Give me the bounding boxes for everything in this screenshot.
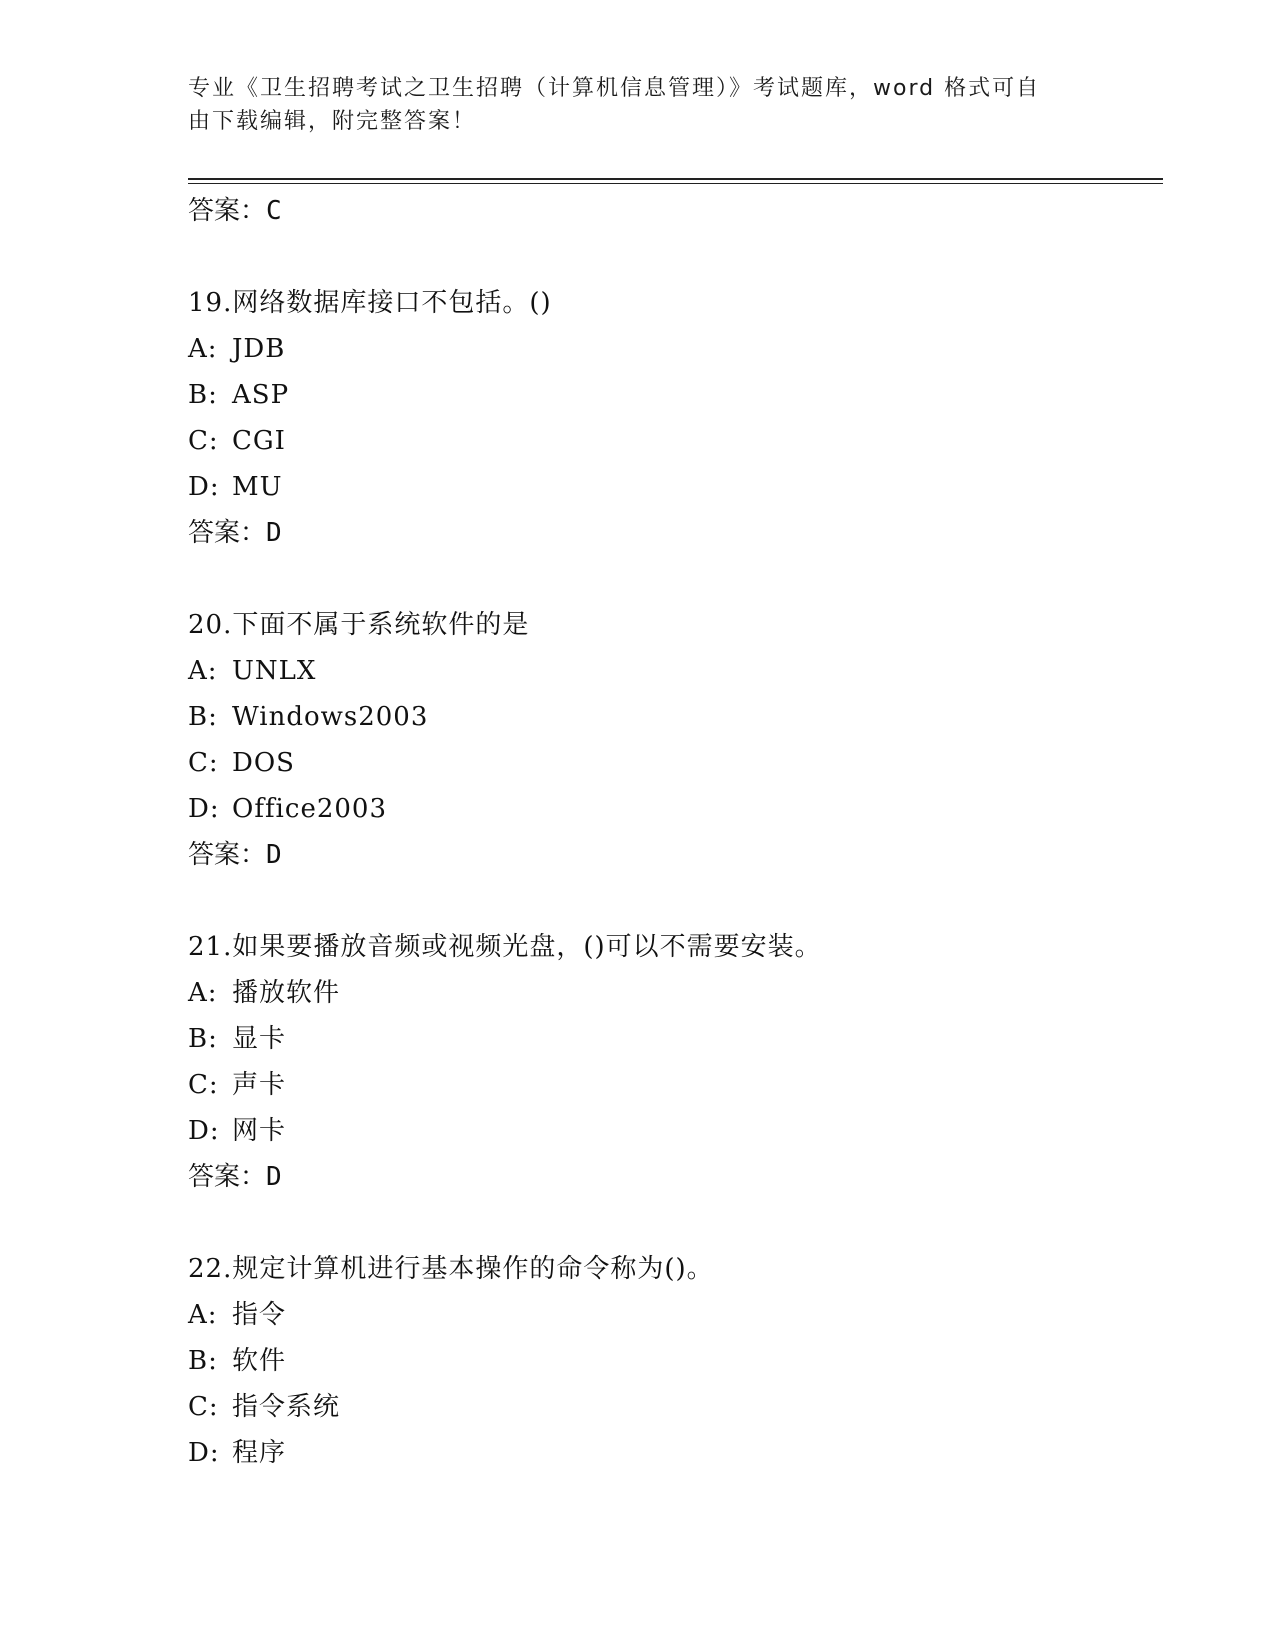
header-rule-thin xyxy=(188,183,1163,184)
question-block xyxy=(188,924,1163,1200)
option-text: 软件 xyxy=(232,1346,287,1376)
option-text: 声卡 xyxy=(232,1070,287,1100)
option-letter: C: xyxy=(188,426,219,456)
question-block xyxy=(188,280,1163,556)
option-d xyxy=(188,1108,1163,1154)
document-header xyxy=(188,72,1088,138)
option-letter: C: xyxy=(188,1070,219,1100)
option-text: ASP xyxy=(232,380,290,410)
option-text: Office2003 xyxy=(232,794,387,824)
question-text: 21.如果要播放音频或视频光盘，()可以不需要安装。 xyxy=(188,932,822,962)
option-letter: B: xyxy=(188,1346,218,1376)
option-text: DOS xyxy=(232,748,295,778)
option-text: 网卡 xyxy=(232,1116,287,1146)
option-d xyxy=(188,1430,1163,1476)
option-text: 指令系统 xyxy=(232,1392,341,1422)
answer-line: 答案：D xyxy=(188,1162,282,1192)
option-c xyxy=(188,1384,1163,1430)
option-letter: A: xyxy=(188,334,218,364)
option-b xyxy=(188,694,1163,740)
question-text: 22.规定计算机进行基本操作的命令称为()。 xyxy=(188,1254,714,1284)
option-letter: C: xyxy=(188,748,219,778)
option-d xyxy=(188,464,1163,510)
option-a xyxy=(188,648,1163,694)
option-text: 显卡 xyxy=(232,1024,287,1054)
option-letter: C: xyxy=(188,1392,219,1422)
option-c xyxy=(188,418,1163,464)
header-line-1: 专业《卫生招聘考试之卫生招聘（计算机信息管理）》考试题库，word 格式可自 xyxy=(188,76,1041,101)
question-block xyxy=(188,1246,1163,1476)
option-letter: D: xyxy=(188,794,220,824)
option-text: 程序 xyxy=(232,1438,287,1468)
answer-line: 答案：D xyxy=(188,840,282,870)
option-text: MU xyxy=(232,472,283,502)
option-b xyxy=(188,372,1163,418)
option-letter: D: xyxy=(188,472,220,502)
option-text: 播放软件 xyxy=(232,978,341,1008)
option-c xyxy=(188,1062,1163,1108)
option-letter: A: xyxy=(188,978,218,1008)
answer-line: 答案：D xyxy=(188,518,282,548)
option-text: UNLX xyxy=(232,656,317,686)
option-b xyxy=(188,1016,1163,1062)
header-line-2: 由下载编辑，附完整答案！ xyxy=(188,109,477,134)
option-b xyxy=(188,1338,1163,1384)
option-letter: B: xyxy=(188,380,218,410)
option-letter: B: xyxy=(188,702,218,732)
question-list xyxy=(188,188,1163,1476)
option-text: CGI xyxy=(232,426,286,456)
question-text: 20.下面不属于系统软件的是 xyxy=(188,610,530,640)
option-a xyxy=(188,970,1163,1016)
option-letter: D: xyxy=(188,1438,220,1468)
question-block xyxy=(188,602,1163,878)
option-letter: A: xyxy=(188,1300,218,1330)
option-letter: D: xyxy=(188,1116,220,1146)
answer-line: 答案：C xyxy=(188,196,282,226)
header-rule-thick xyxy=(188,178,1163,180)
option-text: JDB xyxy=(232,334,286,364)
option-a xyxy=(188,1292,1163,1338)
option-a xyxy=(188,326,1163,372)
option-letter: A: xyxy=(188,656,218,686)
option-d xyxy=(188,786,1163,832)
option-text: 指令 xyxy=(232,1300,287,1330)
option-c xyxy=(188,740,1163,786)
option-letter: B: xyxy=(188,1024,218,1054)
option-text: Windows2003 xyxy=(232,702,429,732)
question-text: 19.网络数据库接口不包括。() xyxy=(188,288,552,318)
